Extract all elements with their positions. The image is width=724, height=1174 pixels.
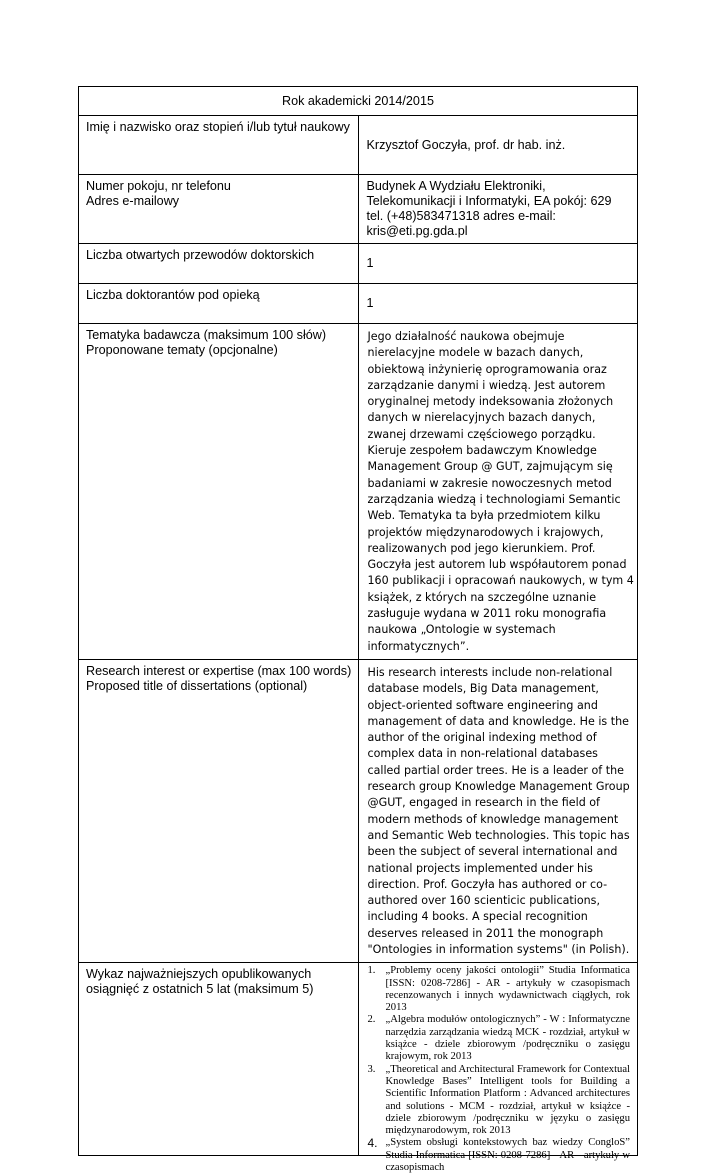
email-label: Adres e-mailowy — [86, 194, 180, 208]
publications-list-cell — [358, 963, 638, 1174]
publications-row — [79, 963, 638, 1156]
contact-row — [79, 175, 638, 244]
phd-students-label: Liczba doktorantów pod opieką — [79, 284, 359, 324]
publication-text: „Theoretical and Architectural Framework for Contextual Knowledge Bases” Intelligent tools for Building a Scientific Information Platform : Advanced architectures and solutions - MCM - rozdział, artykuł w książce - dziele zbiorowym /podręczniku w języku o zasięgu międzynarodowym, rok 2013 — [385, 1063, 630, 1137]
open-doctoral-value: 1 — [358, 244, 638, 284]
research-en-label — [79, 659, 359, 962]
research-topics-label: Tematyka badawcza (maksimum 100 słów) — [86, 328, 327, 342]
contact-label — [79, 175, 359, 244]
publication-text: „Algebra modułów ontologicznych” - W : Informatyczne narzędzia zarządzania wiedzą MCK - rozdział, artykuł w książce - dziele zbiorowym /podręczniku o zasięgu krajowym, rok 2013 — [385, 1014, 630, 1063]
room-phone-label: Numer pokoju, nr telefonu — [86, 179, 231, 193]
publications-list — [364, 965, 631, 1174]
open-doctoral-row — [79, 244, 638, 284]
phd-students-row — [79, 284, 638, 324]
phone-email: tel. (+48)583471318 adres e-mail: kris@eti.pg.gda.pl — [366, 209, 556, 238]
publication-number: 3. — [367, 1063, 376, 1075]
research-pl-label — [79, 324, 359, 660]
name-value: Krzysztof Goczyła, prof. dr hab. inż. — [358, 116, 638, 175]
name-label: Imię i nazwisko oraz stopień i/lub tytuł naukowy — [79, 116, 359, 175]
publication-number: 2. — [367, 1014, 376, 1026]
research-interest-label: Research interest or expertise (max 100 words) — [86, 663, 352, 678]
profile-table — [78, 86, 638, 1174]
research-en-row — [79, 659, 638, 962]
research-pl-text: Jego działalność naukowa obejmuje nierelacyjne modele w bazach danych, obiektową inżynierię oprogramowania oraz zarządzanie danymi i wiedzą. Jest autorem oryginalnej metody indeksowania złożonych danych w nierelacyjnych bazach danych, zwanej drzewami częściowego porządku. Kieruje zespołem badawczym Knowledge Management Group @ GUT, zajmującym się badaniami w zakresie nowoczesnych metod zarządzania wiedzą i technologiami Semantic Web. Tematyka ta była przedmiotem kilku projektów międzynarodowych i krajowych, realizowanych pod jego kierunkiem. Prof. Goczyła jest autorem lub współautorem ponad 160 publikacji i opracowań naukowych, w tym 4 książek, z których na szczególne uznanie zasługuje wydana w 2011 roku monografia naukowa „Ontologie w systemach informatycznych”. — [358, 324, 638, 660]
publications-label: Wykaz najważniejszych opublikowanych osiągnięć z ostatnich 5 lat (maksimum 5) — [79, 963, 359, 1156]
publication-text: „System obsługi kontekstowych baz wiedzy ConglоS” Studia Informatica [ISSN: 0208-7286] - AR - artykuły w czasopismach — [385, 1137, 630, 1174]
phd-students-value: 1 — [358, 284, 638, 324]
publication-item — [364, 1014, 631, 1063]
publication-item — [364, 1137, 631, 1174]
document-sheet — [78, 86, 638, 1174]
research-pl-row — [79, 324, 638, 660]
proposed-title-label: Proposed title of dissertations (optional) — [86, 678, 308, 693]
address-room: Budynek A Wydziału Elektroniki, Telekomunikacji i Informatyki, EA pokój: 629 — [366, 179, 612, 208]
publication-number: 4. — [367, 1136, 378, 1151]
proposed-topics-label: Proponowane tematy (opcjonalne) — [86, 343, 278, 357]
header-row — [79, 87, 638, 116]
research-en-text: His research interests include non-relational database models, Big Data management, object-oriented software engineering and management of data and knowledge. He is the author of the original indexing method of complex data in non-relational databases called partial order trees. He is a leader of the research group Knowledge Management Group @GUT, engaged in research in the field of modern methods of knowledge management and Semantic Web technologies. This topic has been the subject of several international and national projects implemented under his direction. Prof. Goczyła has authored or co-authored over 160 scienticic publications, including 4 books. A special recognition deserves released in 2011 the monograph "Ontologies in information systems" (in Polish). — [358, 659, 638, 962]
publication-item — [364, 965, 631, 1014]
name-row — [79, 116, 638, 175]
contact-value — [358, 175, 638, 244]
open-doctoral-label: Liczba otwartych przewodów doktorskich — [79, 244, 359, 284]
publication-number: 1. — [367, 965, 376, 977]
publication-item — [364, 1064, 631, 1138]
academic-year-title: Rok akademicki 2014/2015 — [79, 87, 638, 116]
publication-text: „Problemy oceny jakości ontologii” Studia Informatica [ISSN: 0208-7286] - AR - artykuły w czasopismach recenzowanych i innych wydawnictwach ciągłych, rok 2013 — [385, 965, 630, 1014]
